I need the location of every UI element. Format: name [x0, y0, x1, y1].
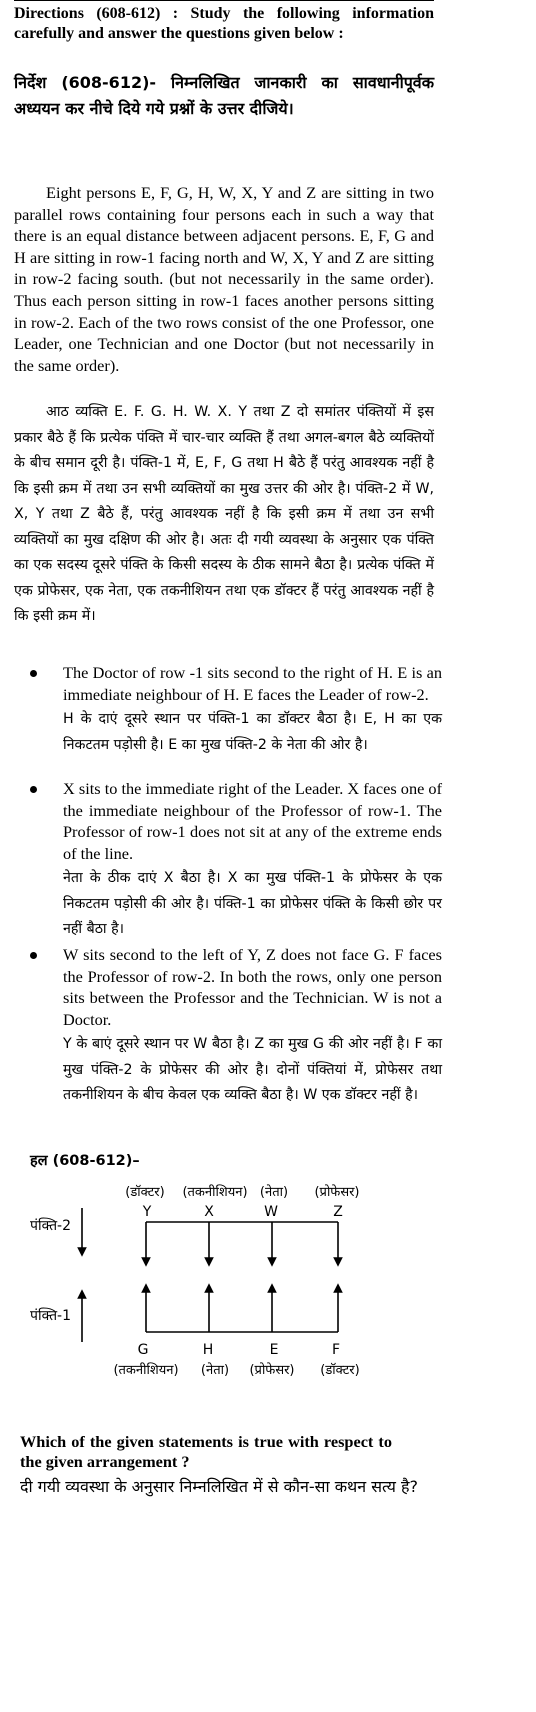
row2-person-4: Z [333, 1204, 343, 1220]
condition-text-en: The Doctor of row -1 sits second to the right of H. E is an immediate neighbour of H. E faces the Leader of row-2. [63, 663, 442, 704]
row2-person-1: Y [142, 1204, 152, 1220]
intro-paragraph-en: Eight persons E, F, G, H, W, X, Y and Z are sitting in two parallel rows containing four persons each in such a way that there is an equal distance between adjacent persons. E, F, G and H are sitting in row-1 facing north and W, X, Y and Z are sitting in row-2 facing south. (but not necessarily in the same order). Thus each person sitting in row-1 faces another persons sitting in row-2. Each of the two rows consist of the one Professor, one Leader, one Technician and one Doctor (but not necessarily in the same order). [14, 183, 434, 375]
directions-heading-en: Directions (608-612) : Study the following information carefully and answer the questions given below : [14, 5, 434, 42]
row2-person-3: W [264, 1204, 278, 1220]
row2-role-3: (नेता) [259, 1185, 289, 1200]
condition-item-2 [30, 778, 442, 943]
question-text-en: Which of the given statements is true with respect to the given arrangement ? [20, 1432, 392, 1471]
condition-item-3 [30, 944, 442, 1109]
bullet-icon [30, 670, 37, 677]
row2-person-2: X [204, 1204, 214, 1220]
solution-title: हल (608-612)– [30, 1153, 140, 1169]
bullet-icon [30, 786, 37, 793]
condition-text-hi: नेता के ठीक दाएं X बैठा है। X का मुख पंक्ति-1 के प्रोफेसर के एक निकटतम पड़ोसी की ओर है। पंक्ति-1 का प्रोफेसर पंक्ति के किसी छोर पर नहीं बैठा है। [63, 870, 442, 937]
row1-person-4: F [331, 1342, 341, 1358]
row2-role-2: (तकनीशियन) [182, 1185, 248, 1200]
row2-role-1: (डॉक्टर) [125, 1185, 165, 1200]
row1-role-4: (डॉक्टर) [320, 1363, 360, 1378]
row2-role-4: (प्रोफेसर) [314, 1185, 360, 1200]
row1-label: पंक्ति-1 [30, 1308, 72, 1324]
row1-person-3: E [269, 1342, 279, 1358]
row1-role-1: (तकनीशियन) [113, 1363, 179, 1378]
question-text-hi: दी गयी व्यवस्था के अनुसार निम्नलिखित में से कौन-सा कथन सत्य है? [20, 1477, 419, 1496]
directions-heading-hi: निर्देश (608-612)- निम्नलिखित जानकारी का सावधानीपूर्वक अध्ययन कर नीचे दिये गये प्रश्नों के उत्तर दीजिये। [14, 73, 434, 118]
row1-person-1: G [137, 1342, 149, 1358]
bullet-icon [30, 952, 37, 959]
row1-role-3: (प्रोफेसर) [249, 1363, 295, 1378]
condition-text-en: W sits second to the left of Y, Z does not face G. F faces the Professor of row-2. In both the rows, only one person sits between the Professor and the Technician. W is not a Doctor. [63, 945, 442, 1029]
condition-text-hi: H के दाएं दूसरे स्थान पर पंक्ति-1 का डॉक्टर बैठा है। E, H का एक निकटतम पड़ोसी है। E का मुख पंक्ति-2 के नेता की ओर है। [63, 711, 442, 753]
condition-text-hi: Y के बाएं दूसरे स्थान पर W बैठा है। Z का मुख G की ओर नहीं है। F का मुख पंक्ति-2 के प्रोफेसर की ओर है। दोनों पंक्तियां में, प्रोफेसर तथा तकनीशियन के बीच केवल एक व्यक्ति बैठा है। W एक डॉक्टर नहीं है। [63, 1036, 442, 1103]
intro-paragraph-hi: आठ व्यक्ति E. F. G. H. W. X. Y तथा Z दो समांतर पंक्तियों में इस प्रकार बैठे हैं कि प्रत्येक पंक्ति में चार-चार व्यक्ति हैं तथा अगल-बगल बैठे व्यक्तियों के बीच समान दूरी है। पंक्ति-1 में, E, F, G तथा H बैठे हैं परंतु आवश्यक नहीं है कि इसी क्रम में तथा उन सभी व्यक्तियों का मुख उत्तर की ओर है। पंक्ति-2 में W, X, Y तथा Z बैठे हैं, परंतु आवश्यक नहीं है कि इसी क्रम में तथा उन सभी व्यक्तियों का मुख दक्षिण की ओर है। अतः दी गयी व्यवस्था के अनुसार एक पंक्ति का एक सदस्य दूसरे पंक्ति के किसी सदस्य के ठीक सामने बैठा है। प्रत्येक पंक्ति में एक प्रोफेसर, एक नेता, एक तकनीशियन तथा एक डॉक्टर हैं परंतु आवश्यक नहीं है कि इसी क्रम में। [14, 404, 434, 624]
top-rule [14, 0, 434, 1]
row2-label: पंक्ति-2 [30, 1218, 72, 1234]
seating-diagram [0, 1170, 536, 1430]
row1-person-2: H [202, 1342, 214, 1358]
row1-role-2: (नेता) [200, 1363, 230, 1378]
condition-item-1 [30, 662, 442, 758]
condition-text-en: X sits to the immediate right of the Leader. X faces one of the immediate neighbour of the Professor of row-1. The Professor of row-1 does not sit at any of the extreme ends of the line. [63, 779, 442, 863]
